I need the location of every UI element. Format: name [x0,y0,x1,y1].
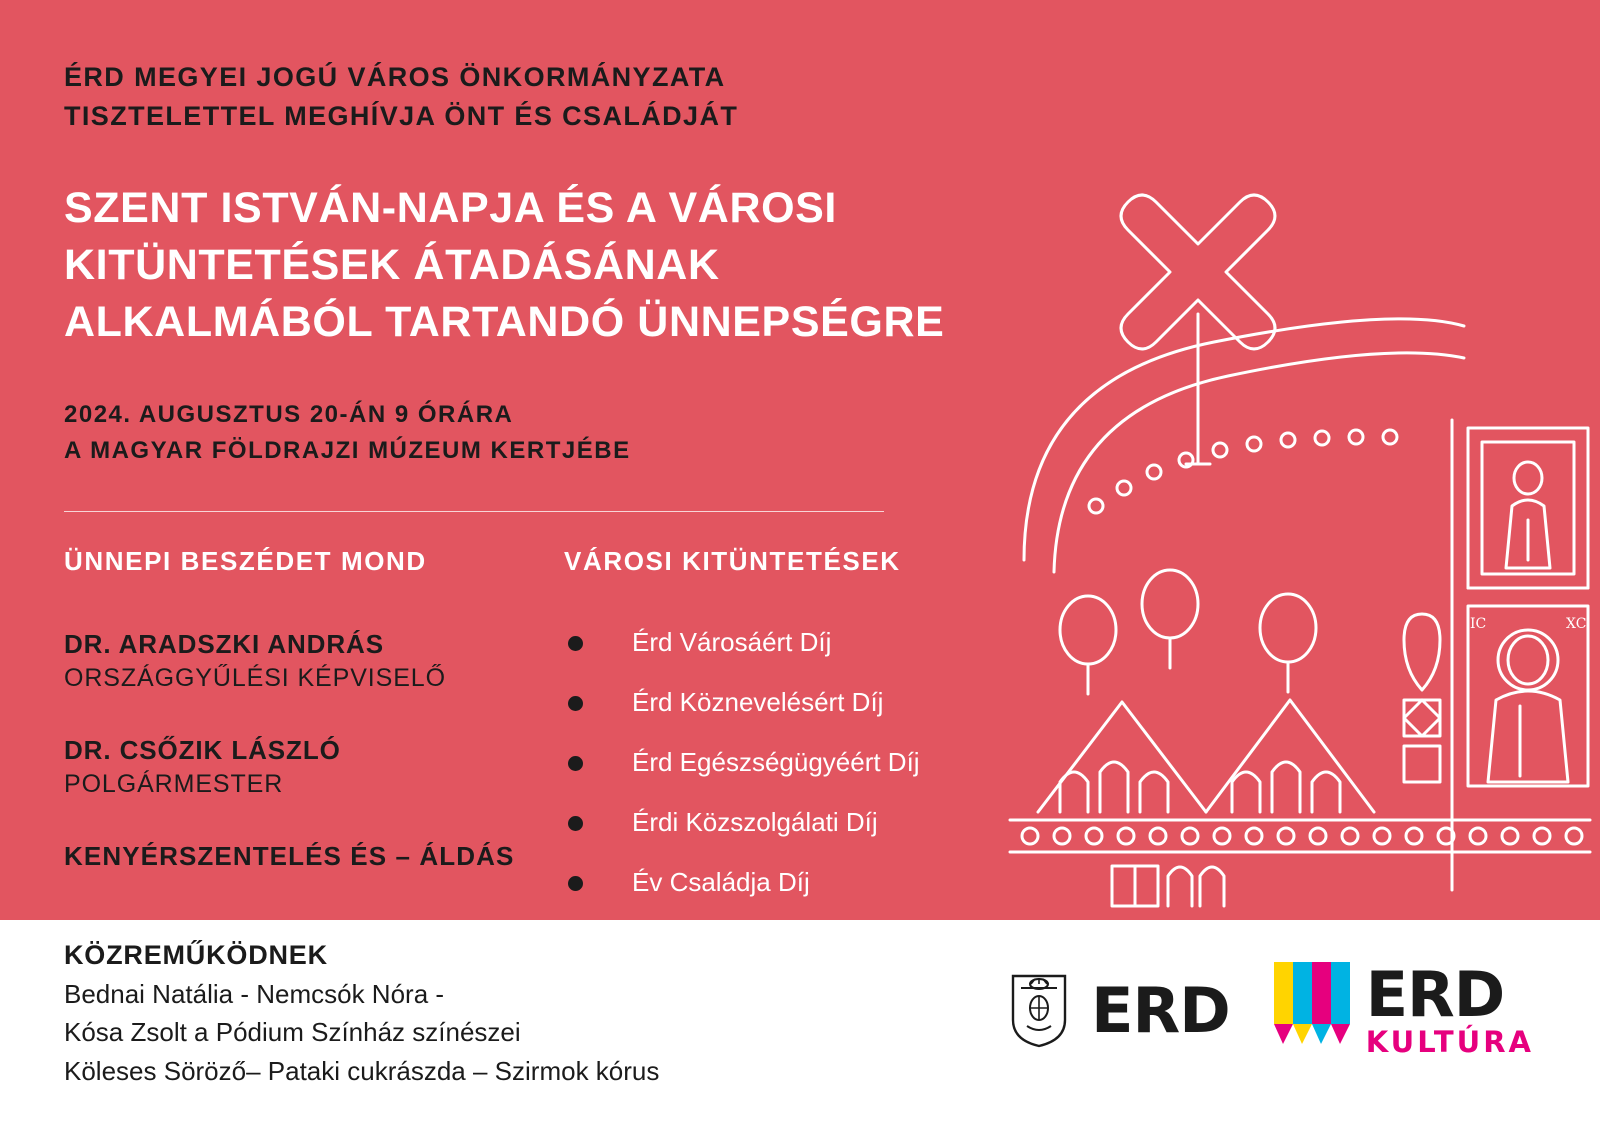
erd-city-crest-icon [1009,972,1069,1050]
award-label: Év Családja Díj [632,866,810,897]
credits-line: Bednai Natália - Nemcsók Nóra - [64,979,445,1009]
speaker-entry [64,735,564,799]
award-label: Érd Városáért Díj [632,626,832,657]
event-date: 2024. AUGUSZTUS 20-ÁN 9 ÓRÁRA [64,400,514,428]
kultura-color-bars-icon [1274,962,1352,1059]
erd-wordmark: ERD [1091,973,1230,1047]
credits-line: Köleses Söröző– Pataki cukrászda – Szirmok kórus [64,1055,660,1086]
page-title [64,180,1014,350]
award-label: Érd Egészségügyéért Díj [632,746,920,777]
speaker-name: DR. CSŐZIK LÁSZLÓ [64,734,341,765]
bullet-icon [568,876,583,891]
svg-text:XC: XC [1566,616,1587,632]
invitation-content [64,58,1014,989]
headline-line-1: SZENT ISTVÁN-NAPJA ÉS A VÁROSI [64,184,837,233]
list-item [564,626,1004,657]
speakers-title: ÜNNEPI BESZÉDET MOND [64,545,427,576]
event-datetime-block [64,397,1014,469]
bullet-icon [568,696,583,711]
credits-title: KÖZREMŰKÖDNEK [64,940,328,970]
list-item [564,806,1004,837]
list-item [564,866,1004,897]
kultura-wordmark-block [1365,958,1534,1059]
event-location: A MAGYAR FÖLDRAJZI MÚZEUM KERTJÉBE [64,436,631,464]
erd-city-logo [1009,972,1230,1050]
invitation-line-1: ÉRD MEGYEI JOGÚ VÁROS ÖNKORMÁNYZATA [64,62,726,92]
bullet-icon [568,636,583,651]
erd-kultura-logo [1274,958,1534,1059]
invitation-line-2: TISZTELETTEL MEGHÍVJA ÖNT ÉS CSALÁDJÁT [64,101,739,132]
list-item [564,686,1004,717]
award-label: Érdi Közszolgálati Díj [632,806,878,837]
speaker-entry [64,629,564,693]
awards-title: VÁROSI KITÜNTETÉSEK [564,545,901,576]
credits-block [64,940,944,1090]
headline-line-3: ALKALMÁBÓL TARTANDÓ ÜNNEPSÉGRE [64,297,945,346]
bullet-icon [568,756,583,771]
divider [64,511,884,512]
cross-icon [1121,195,1275,464]
footer-bar [0,920,1600,1132]
bullet-icon [568,816,583,831]
kultura-erd-wordmark: ERD [1365,958,1505,1031]
svg-text:IC: IC [1470,616,1487,632]
speaker-role: ORSZÁGGYŰLÉSI KÉPVISELŐ [64,663,446,692]
kultura-subtitle: KULTÚRA [1365,1025,1534,1059]
speaker-name: DR. ARADSZKI ANDRÁS [64,628,384,659]
awards-list [564,626,1004,955]
list-item [564,746,1004,777]
headline-line-2: KITÜNTETÉSEK ÁTADÁSÁNAK [64,241,720,290]
logo-group [1009,958,1534,1059]
award-label: Érd Köznevelésért Díj [632,686,884,717]
speaker-role: POLGÁRMESTER [64,769,284,798]
credits-line: Kósa Zsolt a Pódium Színház színészei [64,1017,521,1048]
blessing-text: KENYÉRSZENTELÉS ÉS – ÁLDÁS [64,840,515,871]
orthodox-iconostasis-line-art [1000,0,1600,920]
